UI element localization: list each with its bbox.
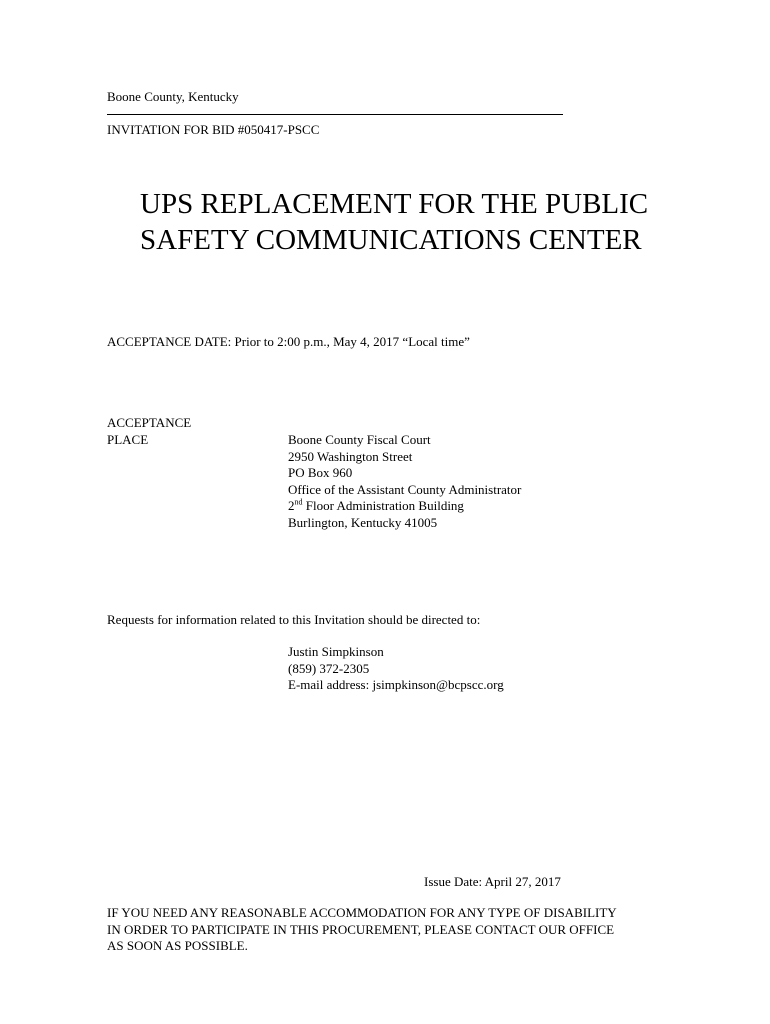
address-line-2: 2950 Washington Street bbox=[288, 448, 413, 464]
requests-intro: Requests for information related to this Invitation should be directed to: bbox=[107, 612, 481, 627]
bid-number: INVITATION FOR BID #050417-PSCC bbox=[107, 122, 320, 137]
address-line-3: PO Box 960 bbox=[288, 465, 353, 480]
address-line-5 bbox=[288, 498, 521, 515]
notice-line-3: AS SOON AS POSSIBLE. bbox=[107, 938, 248, 953]
floor-rest: Floor Administration Building bbox=[302, 498, 464, 513]
contact-phone: (859) 372-2305 bbox=[288, 660, 370, 676]
county-header: Boone County, Kentucky bbox=[107, 89, 239, 104]
floor-ordinal: nd bbox=[294, 497, 303, 507]
address-line-4: Office of the Assistant County Administrator bbox=[288, 481, 522, 497]
acceptance-label-line-1: ACCEPTANCE bbox=[107, 415, 192, 430]
acceptance-date: ACCEPTANCE DATE: Prior to 2:00 p.m., May 4, 2017 “Local time” bbox=[107, 334, 470, 349]
acceptance-place-label bbox=[107, 415, 191, 448]
issue-date: Issue Date: April 27, 2017 bbox=[424, 874, 561, 889]
contact-block bbox=[288, 644, 504, 694]
header-divider bbox=[107, 114, 563, 115]
address-line-6: Burlington, Kentucky 41005 bbox=[288, 514, 438, 530]
acceptance-label-line-2: PLACE bbox=[107, 431, 149, 447]
notice-line-1: IF YOU NEED ANY REASONABLE ACCOMMODATION FOR ANY TYPE OF DISABILITY bbox=[107, 905, 617, 920]
title-line-1: UPS REPLACEMENT FOR THE PUBLIC bbox=[140, 188, 649, 220]
address-line-1: Boone County Fiscal Court bbox=[288, 432, 431, 447]
acceptance-address bbox=[288, 432, 521, 531]
notice-line-2: IN ORDER TO PARTICIPATE IN THIS PROCUREMENT, PLEASE CONTACT OUR OFFICE bbox=[107, 921, 615, 937]
title-line-2: SAFETY COMMUNICATIONS CENTER bbox=[140, 224, 642, 256]
contact-email: E-mail address: jsimpkinson@bcpscc.org bbox=[288, 677, 504, 692]
contact-name: Justin Simpkinson bbox=[288, 644, 384, 659]
floor-number: 2 bbox=[288, 498, 295, 513]
accommodation-notice bbox=[107, 905, 617, 955]
document-title bbox=[140, 186, 648, 258]
